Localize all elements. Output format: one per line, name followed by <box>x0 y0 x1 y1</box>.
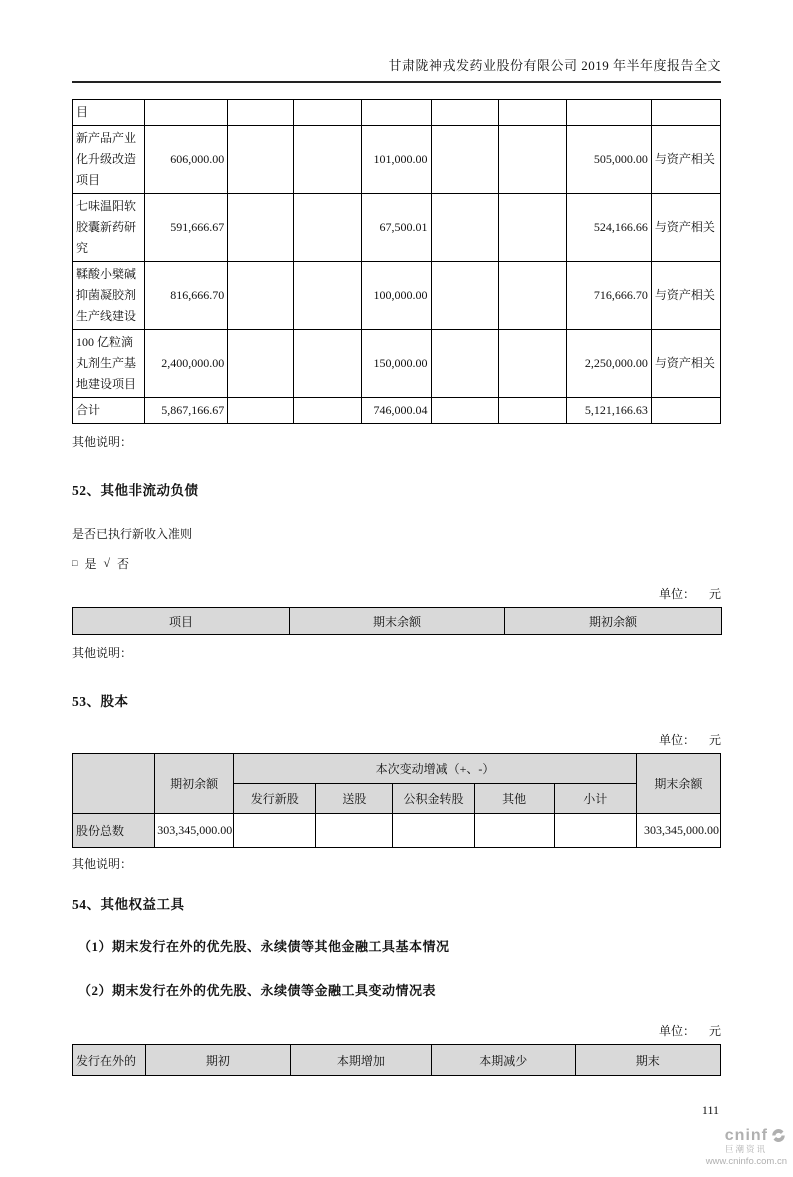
subcolumn-header: 送股 <box>316 784 393 814</box>
table-header-row <box>73 1045 721 1076</box>
table-header-row <box>73 754 721 784</box>
unit-line <box>72 731 721 748</box>
report-header-title: 甘肃陇神戎发药业股份有限公司 2019 年半年度报告全文 <box>72 55 721 83</box>
table-row: 100 亿粒滴丸剂生产基地建设项目 2,400,000.00 150,000.00 2,250,000.00 与资产相关 <box>73 330 721 398</box>
other-note-label: 其他说明： <box>72 646 133 660</box>
row-label-total-shares: 股份总数 <box>73 814 155 848</box>
checkbox-unchecked-icon: □ <box>72 557 78 568</box>
no-label: 否 <box>117 557 130 571</box>
subcolumn-header: 小计 <box>554 784 636 814</box>
financial-instruments-change-table <box>72 1044 721 1076</box>
column-header-outstanding: 发行在外的 <box>73 1045 146 1076</box>
section-52-heading: 52、其他非流动负债 <box>72 483 199 498</box>
unit-label: 单位： <box>658 587 695 601</box>
column-header-opening: 期初 <box>146 1045 290 1076</box>
subcolumn-header: 发行新股 <box>234 784 316 814</box>
project-name-cell: 100 亿粒滴丸剂生产基地建设项目 <box>73 330 145 398</box>
report-page <box>0 55 793 1118</box>
share-capital-table <box>72 753 721 848</box>
table-total-row: 合计 5,867,166.67 746,000.04 5,121,166.63 <box>73 398 721 424</box>
project-name-cell: 鞣酸小檗碱抑菌凝胶剂生产线建设 <box>73 262 145 330</box>
cninfo-logo <box>706 1127 787 1167</box>
corner-cell <box>73 754 155 814</box>
total-label-cell: 合计 <box>73 398 145 424</box>
project-name-cell: 七味温阳软胶囊新药研究 <box>73 194 145 262</box>
column-header: 期末余额 <box>290 608 505 635</box>
other-note-label: 其他说明： <box>72 435 133 449</box>
subcolumn-header: 其他 <box>474 784 554 814</box>
column-header-increase: 本期增加 <box>290 1045 431 1076</box>
page-number: 111 <box>701 1103 719 1117</box>
table-row <box>73 814 721 848</box>
other-noncurrent-liabilities-table <box>72 607 722 635</box>
column-header: 期初余额 <box>505 608 722 635</box>
opening-balance-value: 303,345,000.00 <box>155 814 234 848</box>
section-54-sub-heading-1: （1）期末发行在外的优先股、永续债等其他金融工具基本情况 <box>78 939 450 954</box>
deferred-income-table <box>72 99 721 424</box>
section-54-sub-heading-2: （2）期末发行在外的优先股、永续债等金融工具变动情况表 <box>78 983 437 998</box>
cninfo-url: www.cninfo.com.cn <box>705 1155 787 1167</box>
table-row: 新产品产业化升级改造项目 606,000.00 101,000.00 505,000.00 与资产相关 <box>73 126 721 194</box>
column-header-closing: 期末 <box>575 1045 720 1076</box>
project-name-cell: 新产品产业化升级改造项目 <box>73 126 145 194</box>
table-header-row <box>73 608 722 635</box>
cninfo-chinese-name: 巨潮资讯 <box>724 1144 767 1155</box>
unit-line <box>72 585 721 602</box>
table-row: 鞣酸小檗碱抑菌凝胶剂生产线建设 816,666.70 100,000.00 716,666.70 与资产相关 <box>73 262 721 330</box>
cninfo-swirl-icon <box>770 1128 787 1143</box>
unit-value: 元 <box>708 1024 721 1038</box>
column-header: 项目 <box>73 608 290 635</box>
project-name-cell: 目 <box>73 100 145 126</box>
column-group-header-changes: 本次变动增减（+、-） <box>234 754 637 784</box>
column-header-opening-balance: 期初余额 <box>155 754 234 814</box>
unit-value: 元 <box>708 587 721 601</box>
table-row <box>73 100 721 126</box>
subcolumn-header: 公积金转股 <box>393 784 474 814</box>
column-header-decrease: 本期减少 <box>432 1045 575 1076</box>
other-note-label: 其他说明： <box>72 857 133 871</box>
cninfo-brand-text: cninf <box>724 1126 768 1144</box>
section-54-heading: 54、其他权益工具 <box>72 897 185 912</box>
unit-line <box>72 1022 721 1039</box>
section-53-heading: 53、股本 <box>72 694 129 709</box>
unit-label: 单位： <box>658 733 695 747</box>
closing-balance-value: 303,345,000.00 <box>636 814 720 848</box>
new-revenue-standard-question: 是否已执行新收入准则 <box>72 527 193 541</box>
column-header-closing-balance: 期末余额 <box>636 754 720 814</box>
unit-value: 元 <box>708 733 721 747</box>
yes-no-checkbox-line <box>72 555 721 572</box>
yes-label: 是 <box>84 557 97 571</box>
check-mark-icon: √ <box>103 556 111 570</box>
table-row: 七味温阳软胶囊新药研究 591,666.67 67,500.01 524,166.66 与资产相关 <box>73 194 721 262</box>
unit-label: 单位： <box>658 1024 695 1038</box>
